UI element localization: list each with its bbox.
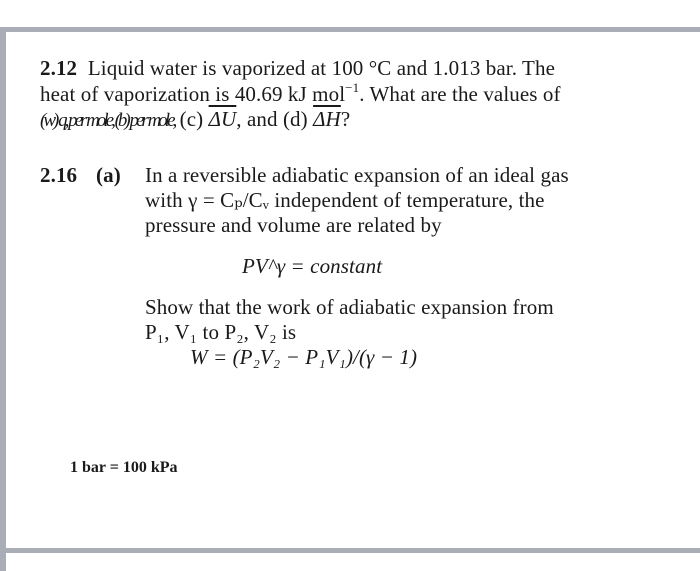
left-border	[0, 27, 6, 571]
part-a-label: (a)	[96, 163, 121, 187]
problem-212-line3	[40, 107, 350, 133]
bottom-border	[0, 548, 700, 553]
problem-212-text1: Liquid water is vaporized at 100 °C and 1.013 bar. The	[87, 56, 555, 80]
problem-212-text2: heat of vaporization is 40.69 kJ mol	[40, 82, 346, 106]
problem-216-line3: pressure and volume are related by	[145, 213, 442, 237]
problem-216-line4: Show that the work of adiabatic expansion from	[145, 295, 554, 319]
unit-note: 1 bar = 100 kPa	[70, 459, 178, 476]
equation-pv-gamma: PV^γ = constant	[242, 254, 383, 278]
problem-216-line5: P₁, V₁ to P₂, V₂ is	[145, 320, 297, 344]
equation-work: W = (P₂V₂ − P₁V₁)/(γ − 1)	[190, 345, 418, 369]
delta-h: $\overline{\Delta H}$	[313, 107, 341, 131]
delta-u: $\overline{\Delta U}$	[208, 107, 237, 131]
question-mark: ?	[340, 107, 351, 131]
problem-216-number: 2.16	[40, 163, 78, 187]
problem-216-line2: with γ = Cₚ/Cᵥ independent of temperature, the	[145, 188, 545, 212]
problem-216-header	[40, 163, 77, 187]
problem-212-number: 2.12	[40, 56, 78, 80]
part-c-label: (c)	[179, 107, 209, 131]
problem-212-line1	[40, 56, 555, 80]
problem-212-text2-end: . What are the values of	[359, 82, 561, 106]
top-border	[0, 27, 700, 32]
exponent: −1	[345, 80, 360, 95]
problem-216-line1: In a reversible adiabatic expansion of an ideal gas	[145, 163, 569, 187]
part-d-label: , and (d)	[236, 107, 314, 131]
overprinted-text: (w) q, per mole, (b) per mole,	[40, 110, 175, 131]
problem-216-part	[96, 163, 121, 187]
problem-212-line2	[40, 82, 561, 106]
